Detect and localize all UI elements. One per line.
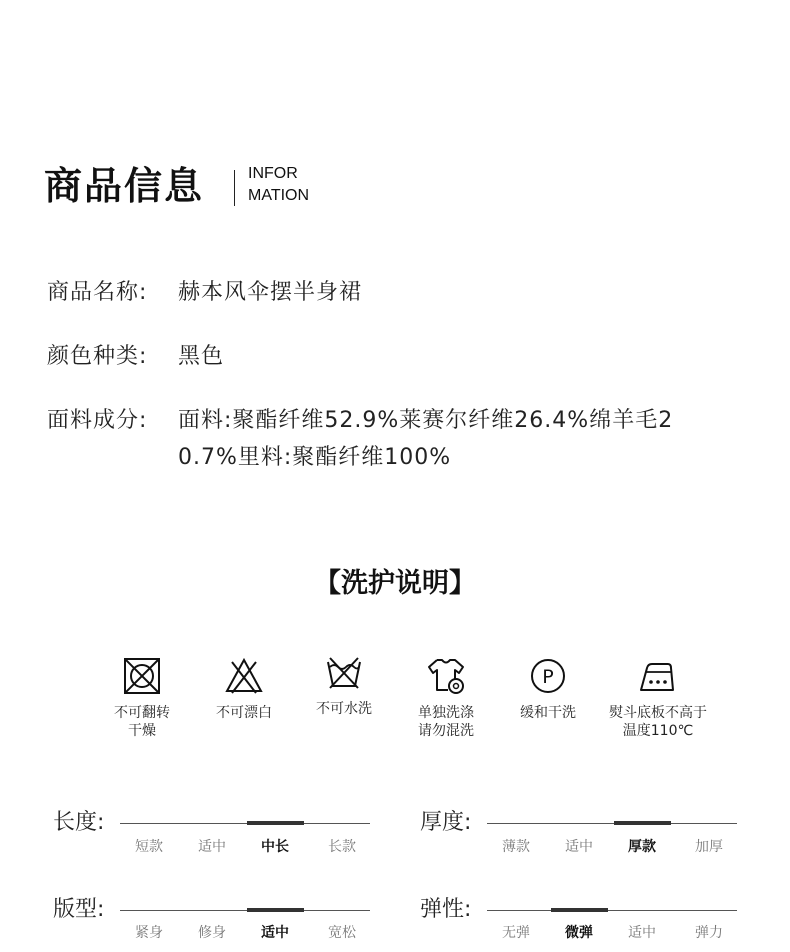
color-value: 黑色: [178, 344, 225, 369]
length-option: 适中: [198, 839, 226, 855]
care-label-line1: 不可翻转: [114, 705, 170, 721]
product-name-value: 赫本风伞摆半身裙: [178, 280, 363, 305]
elasticity-option: 适中: [628, 925, 656, 941]
care-label-line2: 温度110℃: [622, 723, 694, 739]
care-label-line1: 不可漂白: [216, 705, 272, 721]
thickness-track: [487, 823, 737, 824]
title-english-line2: MATION: [248, 187, 310, 204]
fit-indicator: [247, 908, 304, 912]
elasticity-option-selected: 微弹: [565, 925, 593, 941]
thickness-option: 加厚: [695, 839, 723, 855]
fit-track: [120, 910, 370, 911]
care-label-line1: 熨斗底板不高于: [609, 705, 707, 721]
care-item-dry-clean: [488, 656, 608, 722]
thickness-option: 适中: [565, 839, 593, 855]
length-option-selected: 中长: [261, 839, 289, 855]
fabric-value-line1: 面料:聚酯纤维52.9%莱赛尔纤维26.4%绵羊毛2: [178, 408, 674, 433]
color-label: 颜色种类:: [47, 344, 148, 369]
fit-title: 版型:: [53, 897, 105, 922]
thickness-title: 厚度:: [420, 810, 472, 835]
care-label-line1: 缓和干洗: [520, 705, 576, 721]
title-english: [248, 163, 309, 207]
care-label-line1: 不可水洗: [316, 701, 372, 717]
length-indicator: [247, 821, 304, 825]
elasticity-indicator: [551, 908, 608, 912]
care-title: 【洗护说明】: [314, 568, 476, 599]
length-option: 短款: [135, 839, 163, 855]
length-track: [120, 823, 370, 824]
fit-option: 紧身: [135, 925, 163, 941]
length-title: 长度:: [53, 810, 105, 835]
svg-text:P: P: [542, 666, 554, 688]
care-label-line2: 请勿混洗: [418, 723, 474, 739]
length-option: 长款: [328, 839, 356, 855]
fabric-value-line2: 0.7%里料:聚酯纤维100%: [178, 445, 452, 470]
fabric-label: 面料成分:: [47, 408, 148, 433]
care-label-line1: 单独洗涤: [418, 705, 474, 721]
page-title: 商品信息: [44, 164, 205, 208]
elasticity-title: 弹性:: [420, 897, 472, 922]
elasticity-track: [487, 910, 737, 911]
product-name-label: 商品名称:: [47, 280, 148, 305]
thickness-indicator: [614, 821, 671, 825]
thickness-option: 薄款: [502, 839, 530, 855]
care-item-iron: [598, 656, 718, 740]
title-english-line1: INFOR: [248, 165, 298, 182]
fit-option: 宽松: [328, 925, 356, 941]
fit-option: 修身: [198, 925, 226, 941]
care-label-line2: 干燥: [128, 723, 156, 739]
no-tumble-dry-icon: [122, 656, 162, 696]
fit-option-selected: 适中: [261, 925, 289, 941]
dry-clean-icon: [528, 656, 568, 696]
elasticity-option: 无弹: [502, 925, 530, 941]
no-wash-icon: [324, 652, 364, 692]
elasticity-option: 弹力: [695, 925, 723, 941]
thickness-option-selected: 厚款: [628, 839, 656, 855]
iron-icon: [638, 656, 678, 696]
wash-separately-icon: [426, 656, 466, 696]
no-bleach-icon: [224, 656, 264, 696]
title-divider: [234, 170, 235, 206]
